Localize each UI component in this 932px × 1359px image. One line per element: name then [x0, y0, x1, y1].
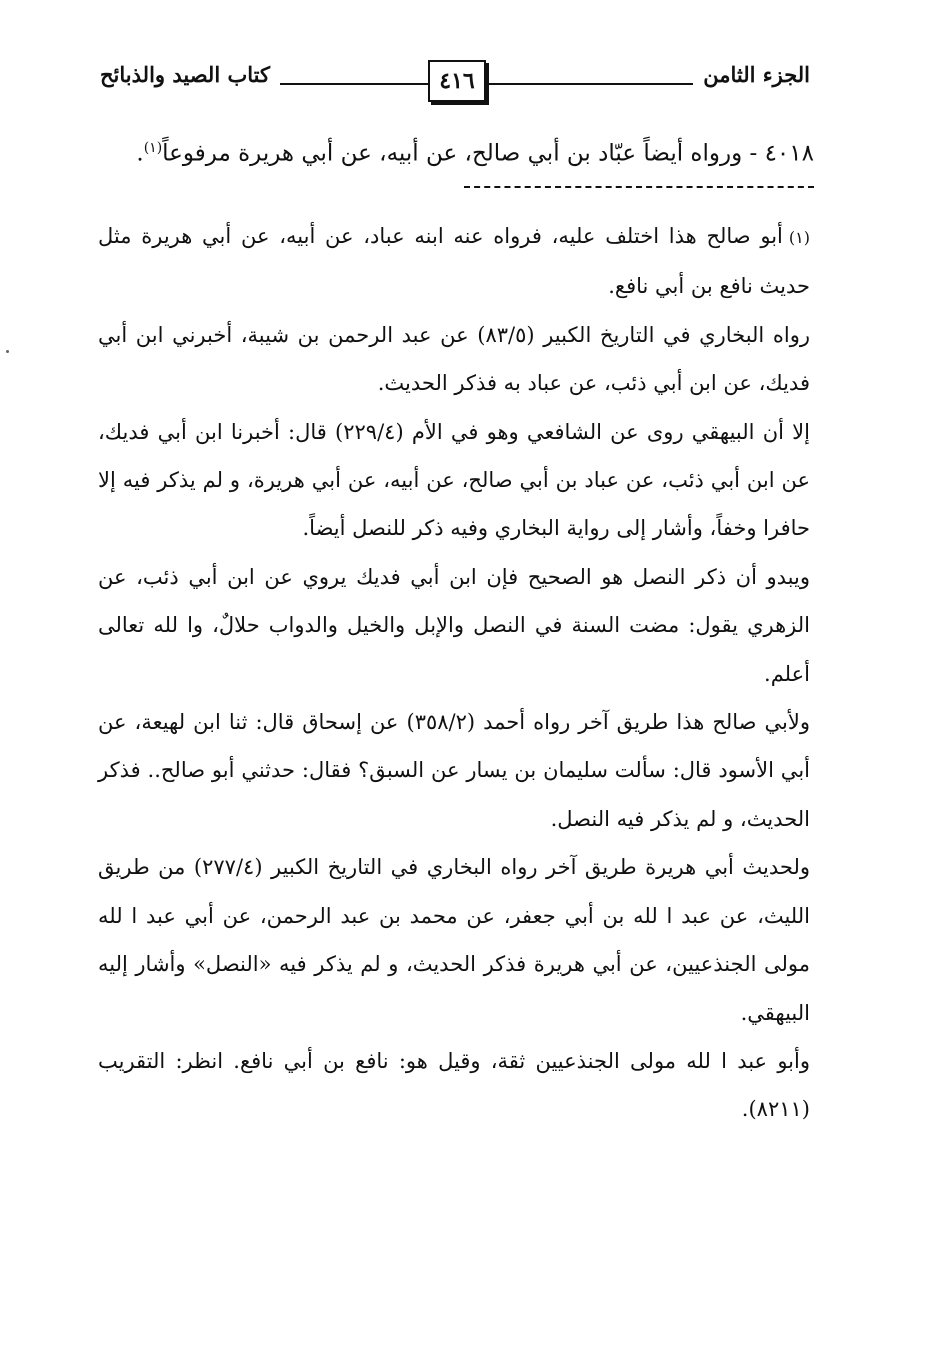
footnote-separator	[464, 186, 814, 188]
hadith-text: ٤٠١٨ - ورواه أيضاً عبّاد بن أبي صالح، عن أبيه، عن أبي هريرة مرفوعاً	[162, 140, 814, 167]
page-number: ٤١٦	[428, 60, 486, 102]
footnote-paragraph: ويبدو أن ذكر النصل هو الصحيح فإن ابن أبي فديك يروي عن ابن أبي ذئب، عن الزهري يقول: مضت السنة في النصل والإبل والخيل والدواب حلالٌ، وا لله تعالى أعلم.	[98, 564, 810, 686]
footnote-paragraph: ولحديث أبي هريرة طريق آخر رواه البخاري في التاريخ الكبير (٢٧٧/٤) من طريق الليث، عن عبد ا لله بن أبي جعفر، عن محمد بن عبد الرحمن، عن أبي عبد ا لله مولى الجنذعيين، عن أبي هريرة فذكر الحديث، و لم يذكر فيه «النصل» وأشار إليه البيهقي.	[98, 855, 810, 1025]
footnote-number: (١)	[788, 228, 810, 247]
scan-speck	[6, 350, 9, 353]
footnote-paragraph: إلا أن البيهقي روى عن الشافعي وهو في الأم (٢٢٩/٤) قال: أخبرنا ابن أبي فديك، عن ابن أبي ذئب، عن عباد بن أبي صالح، عن أبيه، عن أبي هريرة، و لم يذكر فيه إلا حافرا وخفاً، وأشار إلى رواية البخاري وفيه ذكر للنصل أيضاً.	[98, 419, 810, 541]
footnotes-section	[98, 212, 810, 1134]
running-header	[100, 58, 810, 108]
footnote-paragraph: رواه البخاري في التاريخ الكبير (٨٣/٥) عن عبد الرحمن بن شيبة، أخبرني ابن أبي فديك، عن ابن أبي ذئب، عن عباد به فذكر الحديث.	[98, 322, 810, 396]
footnote-reference: (١)	[143, 140, 163, 156]
part-label: الجزء الثامن	[693, 62, 810, 87]
footnote-paragraph: وأبو عبد ا لله مولى الجنذعيين ثقة، وقيل هو: نافع بن أبي نافع. انظر: التقريب (٨٢١١).	[98, 1048, 810, 1122]
book-title: كتاب الصيد والذبائح	[100, 62, 280, 87]
hadith-entry: ٤٠١٨ - ورواه أيضاً عبّاد بن أبي صالح، عن أبيه، عن أبي هريرة مرفوعاً$^{(١)}$.	[136, 140, 814, 167]
footnote-paragraph: ولأبي صالح هذا طريق آخر رواه أحمد (٣٥٨/٢) عن إسحاق قال: ثنا ابن لهيعة، عن أبي الأسود قال: سألت سليمان بن يسار عن السبق؟ فقال: حدثني أبو صالح.. فذكر الحديث، و لم يذكر فيه النصل.	[98, 710, 810, 831]
footnote-paragraph: (١)أبو صالح هذا اختلف عليه، فرواه عنه ابنه عباد، عن أبيه، عن أبي هريرة مثل حديث نافع بن أبي نافع.	[98, 224, 810, 299]
